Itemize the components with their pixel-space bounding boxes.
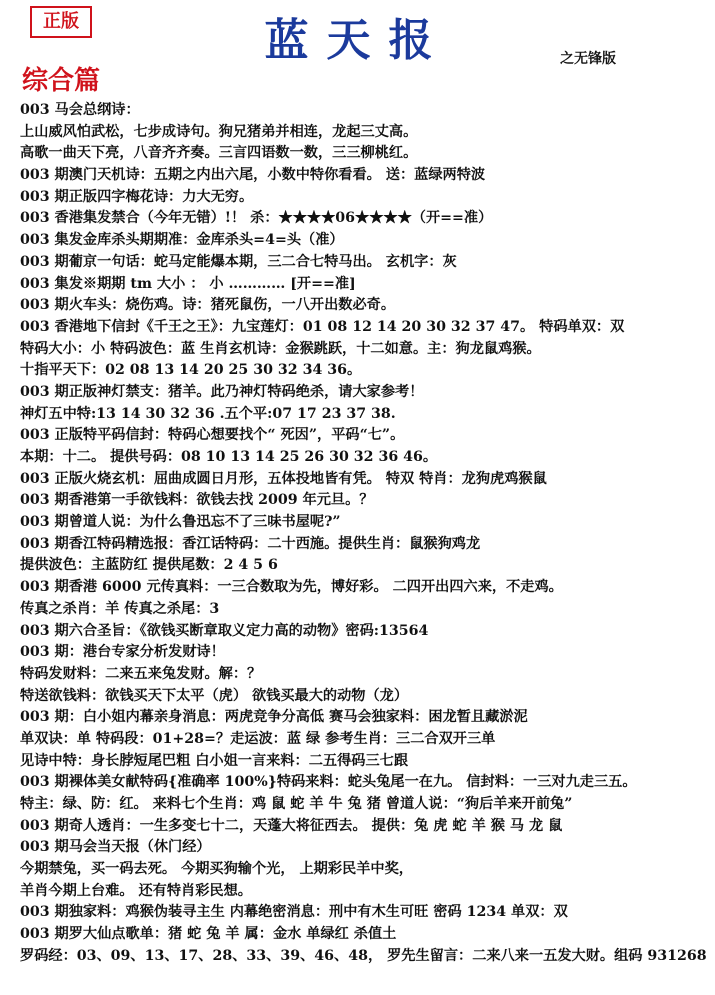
text-line: 003 期曾道人说：为什么鲁迅忘不了三味书屋呢?” <box>20 514 341 531</box>
text-line: 十指平天下：02 08 13 14 20 25 30 32 34 36。 <box>20 362 362 379</box>
text-line: 003 期澳门天机诗：五期之内出六尾，小数中特你看看。 送：蓝绿两特波 <box>20 167 486 184</box>
page-title: 蓝天报 <box>264 15 451 66</box>
text-line: 特主：绿、防：红。 来料七个生肖：鸡 鼠 蛇 羊 牛 兔 猪 曾道人说：“狗后羊来开前兔” <box>20 796 573 812</box>
section-heading: 综合篇 <box>22 66 101 96</box>
text-line: 003 香港地下信封《千王之王》：九宝莲灯：01 08 12 14 20 30 32 37 47。 特码单双：双 <box>20 318 625 335</box>
edition-stamp: 正版 <box>30 6 92 38</box>
text-line: 本期：十二。 提供号码：08 10 13 14 25 26 30 32 36 46。 <box>20 449 438 465</box>
edition-label: 之无锋版 <box>560 51 616 67</box>
text-line: 003 期正版四字梅花诗：力大无穷。 <box>20 188 254 205</box>
text-line: 003 期裸体美女献特码{准确率 100%}特码来料：蛇头兔尾一在九。 信封料：一三对九走三五。 <box>20 774 637 791</box>
text-line: 003 期火车头：烧伤鸡。诗：猪死鼠伤，一八开出数必奇。 <box>20 297 396 314</box>
text-line: 003 正版特平码信封：特码心想要找个“ 死因”，平码“七”。 <box>20 427 405 444</box>
text-line: 003 集发※期期 tm 大小 ： 小 ………… [开==准] <box>20 275 356 292</box>
text-line: 003 期：港台专家分析发财诗！ <box>20 644 225 661</box>
text-line: 003 集发金库杀头期期准：金库杀头=4=头（准） <box>20 232 344 249</box>
text-line: 003 期香江特码精选报：香江话特码：二十西施。提供生肖：鼠猴狗鸡龙 <box>20 535 481 552</box>
text-line: 003 期独家料：鸡猴伪装寻主生 内幕绝密消息：刑中有木生可旺 密码 1234 单双：双 <box>20 904 568 921</box>
text-line: 特码发财料：二来五来兔发财。解：？ <box>20 665 262 682</box>
text-line: 羊肖今期上台难。 还有特肖彩民想。 <box>20 882 252 899</box>
text-line: 特码大小：小 特码波色：蓝 生肖玄机诗：金猴跳跃，十二如意。主：狗龙鼠鸡猴。 <box>20 340 541 357</box>
text-line: 高歌一曲天下亮，八音齐齐奏。三言四语数一数，三三柳桃红。 <box>20 145 418 162</box>
text-line: 上山威风怕武松，七步成诗句。狗兄猪弟并相连，龙起三丈高。 <box>20 123 418 140</box>
text-line: 003 期罗大仙点歌单：猪 蛇 兔 羊 属：金水 单绿红 杀值土 <box>20 926 397 943</box>
article-body <box>20 100 710 968</box>
text-line: 提供波色：主蓝防红 提供尾数：2 4 5 6 <box>20 557 278 574</box>
text-line: 003 期马会当天报（休门经） <box>20 839 211 856</box>
text-line: 003 期正版神灯禁支：猪羊。此乃神灯特码绝杀，请大家参考！ <box>20 383 424 400</box>
text-line: 神灯五中特:13 14 30 32 36 .五个平:07 17 23 37 38. <box>20 405 396 422</box>
text-line: 今期禁兔，买一码去死。 今期买狗输个光， 上期彩民羊中奖， <box>20 861 413 878</box>
text-line: 003 期：白小姐内幕亲身消息：两虎竞争分高低 赛马会独家料：困龙暂且藏淤泥 <box>20 709 528 726</box>
text-line: 003 期香港第一手欲钱料：欲钱去找 2009 年元旦。？ <box>20 492 374 509</box>
text-line: 单双诀：单 特码段：01+28=？走运波：蓝 绿 参考生肖：三二合双开三单 <box>20 730 496 747</box>
text-line: 003 正版火烧玄机：屈曲成圆日月形，五体投地皆有凭。 特双 特肖：龙狗虎鸡猴鼠 <box>20 470 547 487</box>
text-line: 罗码经：03、09、13、17、28、33、39、46、48， 罗先生留言：二来八来一五发大财。组码 931268 <box>20 947 707 964</box>
text-line: 003 期香港 6000 元传真料：一三合数取为先，博好彩。 二四开出四六来，不走鸡。 <box>20 579 563 596</box>
text-line: 003 香港集发禁合（今年无错）!！ 杀：★★★★06★★★★（开==准） <box>20 210 493 227</box>
text-line: 特送欲钱料：欲钱买天下太平（虎） 欲钱买最大的动物（龙） <box>20 687 409 704</box>
text-line: 见诗中特：身长脖短尾巴粗 白小姐一言来料：二五得码三七跟 <box>20 752 409 769</box>
text-line: 003 期葡京一句话：蛇马定能爆本期，三二合七特马出。 玄机字：灰 <box>20 253 457 270</box>
text-line: 传真之杀肖：羊 传真之杀尾：3 <box>20 600 220 617</box>
text-line: 003 期奇人透肖：一生多变七十二，天蓬大将征西去。 提供：兔 虎 蛇 羊 猴 马 龙 鼠 <box>20 817 563 834</box>
text-line: 003 期六合圣旨：《欲钱买断章取义定力高的动物》密码:13564 <box>20 622 429 639</box>
text-line: 003 马会总纲诗： <box>20 102 140 118</box>
